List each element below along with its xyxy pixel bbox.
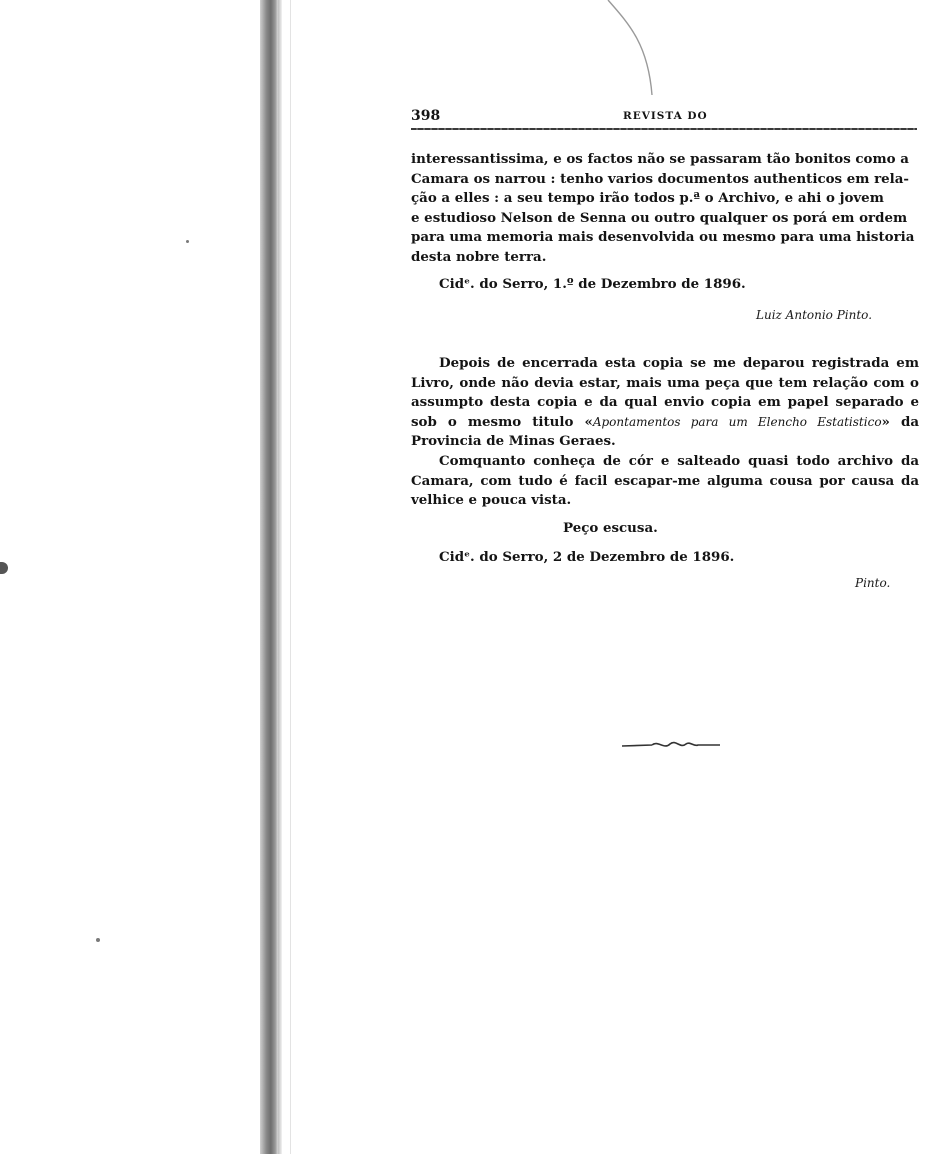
document-title: Apontamentos para um Elencho Estatistico — [592, 414, 882, 429]
dateline-block — [411, 275, 919, 295]
running-head — [411, 108, 919, 130]
paragraph — [411, 354, 919, 452]
paper-fold-curve — [560, 0, 670, 110]
header-rule — [411, 128, 917, 130]
paragraph-text: » da Provincia de Minas Geraes. — [411, 413, 919, 450]
text-line: Camara os narrou : tenho varios documentos authenticos em rela- — [411, 170, 909, 187]
paragraph: Comquanto conheça de cór e salteado quasi todo archivo da Camara, com tudo é facil escapar-me alguma cousa por causa da velhice e pouca vista. — [411, 452, 919, 509]
closing-line: Peço escusa. — [563, 520, 658, 536]
text-line: e estudioso Nelson de Senna ou outro qualquer os porá em ordem — [411, 209, 908, 226]
scan-speck — [186, 240, 189, 243]
dateline: Cidᵉ. do Serro, 1.º de Dezembro de 1896. — [439, 276, 746, 292]
dateline-block — [411, 548, 919, 568]
gutter-faint-line — [290, 0, 291, 1154]
dateline: Cidᵉ. do Serro, 2 de Dezembro de 1896. — [439, 549, 735, 565]
signature: Pinto. — [855, 576, 891, 590]
running-title: REVISTA DO — [623, 110, 708, 122]
paragraph-continuation — [411, 150, 919, 268]
section-ornament — [622, 738, 720, 752]
paragraph-note — [411, 354, 919, 511]
text-line: ção a elles : a seu tempo irão todos p.ª o Archivo, e ahi o jovem — [411, 190, 884, 207]
book-gutter-shadow — [260, 0, 278, 1154]
text-line: para uma memoria mais desenvolvida ou mesmo para uma historia — [411, 229, 915, 246]
signature: Luiz Antonio Pinto. — [756, 308, 873, 322]
scan-speck — [96, 938, 100, 942]
gutter-edge — [278, 0, 282, 1154]
closing-block — [411, 519, 919, 539]
scan-speck — [0, 562, 8, 574]
page-number: 398 — [411, 108, 441, 124]
text-line: desta nobre terra. — [411, 248, 547, 265]
paragraph-text: Depois de encerrada esta copia se me deparou registrada em Livro, onde não devia estar, mais uma peça que tem relação com o assumpto desta copia e da qual envio copia em papel separado e sob o mesmo titulo « — [411, 355, 919, 430]
text-line: interessantissima, e os factos não se passaram tão bonitos como a — [411, 151, 909, 167]
